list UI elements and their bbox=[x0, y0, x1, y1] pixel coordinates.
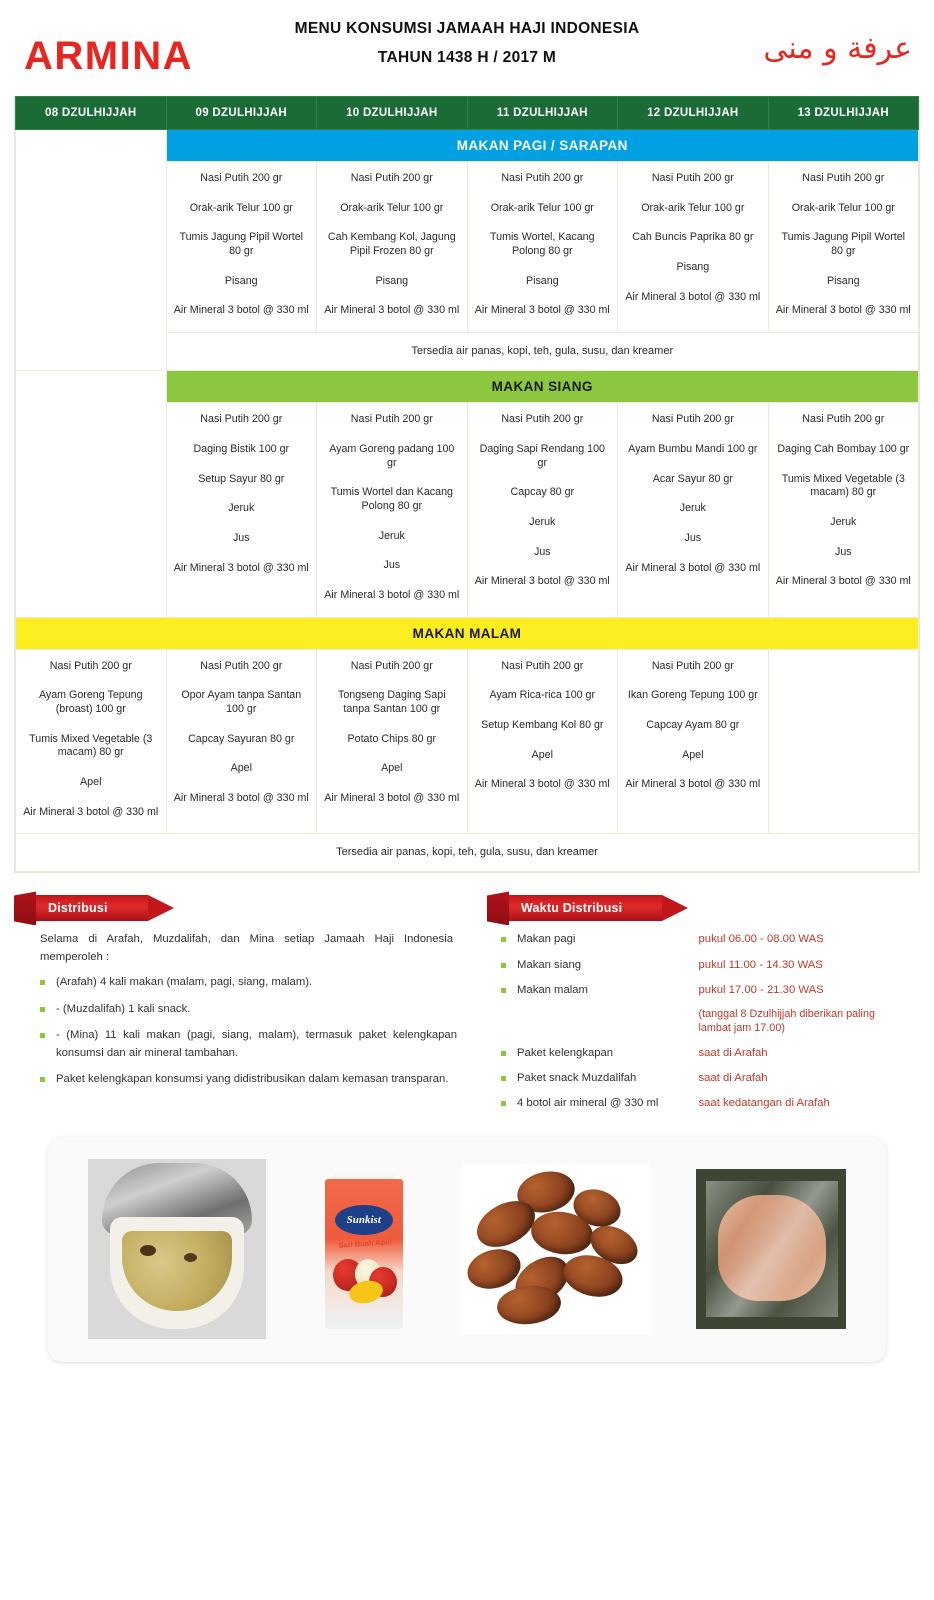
dinner-band-row bbox=[16, 617, 919, 649]
menu-item: Daging Bistik 100 gr bbox=[193, 442, 290, 455]
waktu-row bbox=[487, 982, 910, 1045]
empty-cell-day08-top bbox=[16, 130, 167, 371]
dinner-cell-5-empty bbox=[768, 649, 918, 834]
day-header-3: 11 DZULHIJJAH bbox=[467, 97, 618, 130]
title-line-2: TAHUN 1438 H / 2017 M bbox=[377, 49, 557, 66]
menu-item: Air Mineral 3 botol @ 330 ml bbox=[474, 575, 610, 588]
menu-item: Orak-arik Telur 100 gr bbox=[641, 201, 745, 214]
menu-item: Jeruk bbox=[228, 502, 255, 515]
distribusi-bullet-list bbox=[14, 974, 457, 1089]
rice-bowl-photo bbox=[88, 1159, 266, 1339]
menu-item: Orak-arik Telur 100 gr bbox=[340, 201, 444, 214]
waktu-value: pukul 17.00 - 21.30 WAS (tanggal 8 Dzulhijjah diberikan paling lambat jam 17.00) bbox=[699, 982, 911, 1045]
menu-item: Air Mineral 3 botol @ 330 ml bbox=[775, 304, 911, 317]
waktu-label: Paket snack Muzdalifah bbox=[487, 1070, 699, 1095]
menu-item: Jus bbox=[684, 531, 702, 544]
waktu-label: Makan malam bbox=[487, 982, 699, 1045]
menu-item: Daging Cah Bombay 100 gr bbox=[777, 442, 910, 455]
empty-cell-day08-mid bbox=[16, 371, 167, 618]
breakfast-note: Tersedia air panas, kopi, teh, gula, susu, dan kreamer bbox=[166, 333, 918, 371]
menu-item: Pisang bbox=[525, 274, 559, 287]
menu-item: Jeruk bbox=[830, 515, 857, 528]
menu-table-wrapper bbox=[14, 96, 920, 873]
dinner-cell-0 bbox=[16, 649, 167, 834]
band-lunch: MAKAN SIANG bbox=[166, 371, 918, 403]
menu-item: Orak-arik Telur 100 gr bbox=[791, 201, 895, 214]
day-header-0: 08 DZULHIJJAH bbox=[16, 97, 167, 130]
menu-item: Tongseng Daging Sapi tanpa Santan 100 gr bbox=[338, 689, 446, 715]
sunkist-juice-carton-photo bbox=[311, 1163, 417, 1335]
menu-item: Daging Sapi Rendang 100 gr bbox=[479, 442, 605, 469]
menu-item: Pisang bbox=[375, 274, 409, 287]
arabic-calligraphy: عرفة و منى bbox=[763, 31, 912, 66]
menu-item: Ayam Bumbu Mandi 100 gr bbox=[628, 442, 758, 455]
photo-strip bbox=[48, 1137, 886, 1362]
day-header-4: 12 DZULHIJJAH bbox=[618, 97, 769, 130]
bullet-item: (Arafah) 4 kali makan (malam, pagi, siang, malam). bbox=[40, 974, 457, 992]
day-header-2: 10 DZULHIJJAH bbox=[317, 97, 468, 130]
menu-table bbox=[15, 96, 919, 872]
dates-photo bbox=[461, 1164, 651, 1334]
waktu-value: saat kedatangan di Arafah bbox=[698, 1097, 830, 1110]
band-breakfast: MAKAN PAGI / SARAPAN bbox=[166, 130, 918, 162]
menu-item: Cah Kembang Kol, Jagung Pipil Frozen 80 gr bbox=[327, 231, 456, 258]
menu-item: Air Mineral 3 botol @ 330 ml bbox=[324, 304, 460, 317]
day-header-1: 09 DZULHIJJAH bbox=[166, 97, 317, 130]
menu-item: Nasi Putih 200 gr bbox=[200, 659, 283, 672]
waktu-row bbox=[487, 1045, 910, 1070]
menu-item: Nasi Putih 200 gr bbox=[350, 413, 433, 426]
waktu-label: Paket kelengkapan bbox=[487, 1045, 699, 1070]
menu-item: Apel bbox=[682, 748, 704, 761]
menu-item: Opor Ayam tanpa Santan 100 gr bbox=[181, 689, 302, 715]
menu-item: Tumis Mixed Vegetable (3 macam) 80 gr bbox=[781, 472, 905, 499]
waktu-label: Makan siang bbox=[487, 957, 699, 982]
waktu-value: pukul 11.00 - 14.30 WAS bbox=[698, 958, 823, 971]
dinner-cell-1 bbox=[166, 649, 317, 834]
menu-item: Nasi Putih 200 gr bbox=[802, 172, 885, 184]
dinner-cell-4 bbox=[618, 649, 769, 834]
date-fruit bbox=[495, 1283, 563, 1327]
dinner-note-row bbox=[16, 834, 919, 872]
menu-item: Nasi Putih 200 gr bbox=[200, 172, 283, 184]
sunkist-logo: Sunkist bbox=[335, 1205, 393, 1235]
menu-item: Nasi Putih 200 gr bbox=[501, 659, 584, 672]
menu-item: Air Mineral 3 botol @ 330 ml bbox=[474, 778, 610, 791]
menu-item: Nasi Putih 200 gr bbox=[49, 659, 132, 672]
menu-item: Nasi Putih 200 gr bbox=[651, 413, 734, 426]
menu-item: Capcay Sayuran 80 gr bbox=[188, 732, 295, 745]
lunch-cell-3 bbox=[467, 403, 618, 618]
menu-item: Jeruk bbox=[529, 515, 556, 528]
menu-item: Apel bbox=[80, 776, 102, 789]
distribusi-column bbox=[14, 895, 467, 1120]
menu-item: Pisang bbox=[676, 261, 710, 274]
breakfast-cell-5 bbox=[768, 162, 918, 333]
menu-item: Tumis Wortel, Kacang Polong 80 gr bbox=[490, 231, 595, 258]
day-header-row bbox=[16, 97, 919, 130]
menu-item: Jus bbox=[533, 545, 551, 558]
menu-item: Nasi Putih 200 gr bbox=[350, 659, 433, 672]
title-line-1: MENU KONSUMSI JAMAAH HAJI INDONESIA bbox=[294, 20, 640, 37]
menu-item: Air Mineral 3 botol @ 330 ml bbox=[775, 575, 911, 588]
waktu-row bbox=[487, 1095, 910, 1120]
waktu-distribusi-column bbox=[467, 895, 920, 1120]
menu-item: Capcay Ayam 80 gr bbox=[646, 719, 740, 731]
bullet-item: - (Mina) 11 kali makan (pagi, siang, malam), termasuk paket kelengkapan konsumsi dan air mineral tambahan. bbox=[40, 1027, 457, 1062]
menu-item: Jus bbox=[383, 559, 401, 572]
distribusi-ribbon: Distribusi bbox=[32, 895, 148, 921]
menu-item: Air Mineral 3 botol @ 330 ml bbox=[23, 805, 159, 818]
day-header-5: 13 DZULHIJJAH bbox=[768, 97, 918, 130]
waktu-value: saat di Arafah bbox=[698, 1072, 768, 1085]
menu-item: Nasi Putih 200 gr bbox=[501, 172, 584, 184]
menu-item: Potato Chips 80 gr bbox=[347, 732, 437, 745]
menu-item: Nasi Putih 200 gr bbox=[350, 172, 433, 184]
menu-item: Nasi Putih 200 gr bbox=[501, 413, 584, 426]
waktu-value: pukul 06.00 - 08.00 WAS bbox=[698, 933, 824, 946]
menu-item: Air Mineral 3 botol @ 330 ml bbox=[625, 561, 761, 574]
menu-item: Tumis Wortel dan Kacang Polong 80 gr bbox=[330, 486, 453, 512]
menu-item: Ikan Goreng Tepung 100 gr bbox=[627, 689, 758, 702]
waktu-distribusi-ribbon: Waktu Distribusi bbox=[505, 895, 662, 921]
menu-item: Cah Buncis Paprika 80 gr bbox=[632, 231, 754, 244]
menu-item: Ayam Goreng padang 100 gr bbox=[329, 442, 455, 469]
distribusi-intro: Selama di Arafah, Muzdalifah, dan Mina setiap Jamaah Haji Indonesia memperoleh : bbox=[40, 933, 453, 963]
band-dinner: MAKAN MALAM bbox=[16, 617, 919, 649]
lunch-cell-2 bbox=[317, 403, 468, 618]
menu-item: Nasi Putih 200 gr bbox=[802, 413, 885, 426]
breakfast-cell-2 bbox=[317, 162, 468, 333]
wrapped-bread-photo bbox=[696, 1169, 846, 1329]
menu-item: Tumis Jagung Pipil Wortel 80 gr bbox=[179, 231, 304, 258]
waktu-label: 4 botol air mineral @ 330 ml bbox=[487, 1095, 699, 1120]
menu-item: Jeruk bbox=[378, 529, 405, 542]
menu-item: Apel bbox=[230, 762, 252, 775]
bullet-item: - (Muzdalifah) 1 kali snack. bbox=[40, 1001, 457, 1019]
lunch-cell-4 bbox=[618, 403, 769, 618]
waktu-row bbox=[487, 957, 910, 982]
waktu-row bbox=[487, 1070, 910, 1095]
menu-item: Air Mineral 3 botol @ 330 ml bbox=[173, 561, 309, 574]
breakfast-cell-1 bbox=[166, 162, 317, 333]
menu-item: Pisang bbox=[826, 274, 860, 287]
carton-subtitle: Sari Buah Apel bbox=[337, 1237, 392, 1251]
menu-item: Air Mineral 3 botol @ 330 ml bbox=[625, 290, 761, 303]
breakfast-cell-3 bbox=[467, 162, 618, 333]
menu-item: Orak-arik Telur 100 gr bbox=[490, 201, 594, 214]
menu-item: Air Mineral 3 botol @ 330 ml bbox=[173, 304, 309, 317]
menu-item: Jus bbox=[834, 545, 852, 558]
menu-item: Orak-arik Telur 100 gr bbox=[189, 201, 293, 214]
distribution-area bbox=[14, 895, 920, 1120]
menu-item: Tumis Mixed Vegetable (3 macam) 80 gr bbox=[29, 732, 153, 759]
menu-item: Nasi Putih 200 gr bbox=[651, 659, 734, 672]
menu-item: Setup Kembang Kol 80 gr bbox=[481, 719, 604, 731]
dinner-note: Tersedia air panas, kopi, teh, gula, susu, dan kreamer bbox=[16, 834, 919, 872]
waktu-subnote: (tanggal 8 Dzulhijjah diberikan paling lambat jam 17.00) bbox=[698, 1007, 875, 1035]
menu-item: Air Mineral 3 botol @ 330 ml bbox=[474, 304, 610, 317]
menu-item: Apel bbox=[531, 748, 553, 761]
lunch-band-row bbox=[16, 371, 919, 403]
menu-item: Air Mineral 3 botol @ 330 ml bbox=[324, 792, 460, 805]
bullet-item: Paket kelengkapan konsumsi yang didistribusikan dalam kemasan transparan. bbox=[40, 1071, 457, 1089]
lunch-cell-5 bbox=[768, 403, 918, 618]
menu-item: Air Mineral 3 botol @ 330 ml bbox=[324, 588, 460, 601]
lunch-cell-1 bbox=[166, 403, 317, 618]
waktu-distribusi-table bbox=[487, 931, 910, 1120]
menu-item: Apel bbox=[381, 762, 403, 775]
armina-logo: ARMINA bbox=[24, 34, 193, 78]
plastic-wrapper bbox=[706, 1181, 838, 1317]
menu-item: Tumis Jagung Pipil Wortel 80 gr bbox=[781, 231, 906, 258]
menu-item: Air Mineral 3 botol @ 330 ml bbox=[625, 778, 761, 791]
dinner-items-row bbox=[16, 649, 919, 834]
menu-item: Jus bbox=[232, 531, 250, 544]
menu-item: Ayam Rica-rica 100 gr bbox=[489, 689, 596, 702]
waktu-row bbox=[487, 931, 910, 956]
menu-item: Acar Sayur 80 gr bbox=[652, 472, 733, 485]
menu-item: Pisang bbox=[224, 274, 258, 287]
breakfast-cell-4 bbox=[618, 162, 769, 333]
waktu-label: Makan pagi bbox=[487, 931, 699, 956]
poster-header bbox=[0, 0, 934, 96]
breakfast-band-row bbox=[16, 130, 919, 162]
dinner-cell-2 bbox=[317, 649, 468, 834]
menu-item: Ayam Goreng Tepung (broast) 100 gr bbox=[38, 689, 143, 715]
menu-item: Jeruk bbox=[679, 502, 706, 515]
menu-item: Nasi Putih 200 gr bbox=[200, 413, 283, 426]
menu-item: Nasi Putih 200 gr bbox=[651, 172, 734, 184]
waktu-value: saat di Arafah bbox=[698, 1046, 768, 1059]
menu-item: Air Mineral 3 botol @ 330 ml bbox=[173, 792, 309, 805]
dinner-cell-3 bbox=[467, 649, 618, 834]
carton-body bbox=[325, 1179, 403, 1329]
menu-item: Capcay 80 gr bbox=[510, 486, 575, 499]
menu-item: Setup Sayur 80 gr bbox=[198, 472, 285, 485]
